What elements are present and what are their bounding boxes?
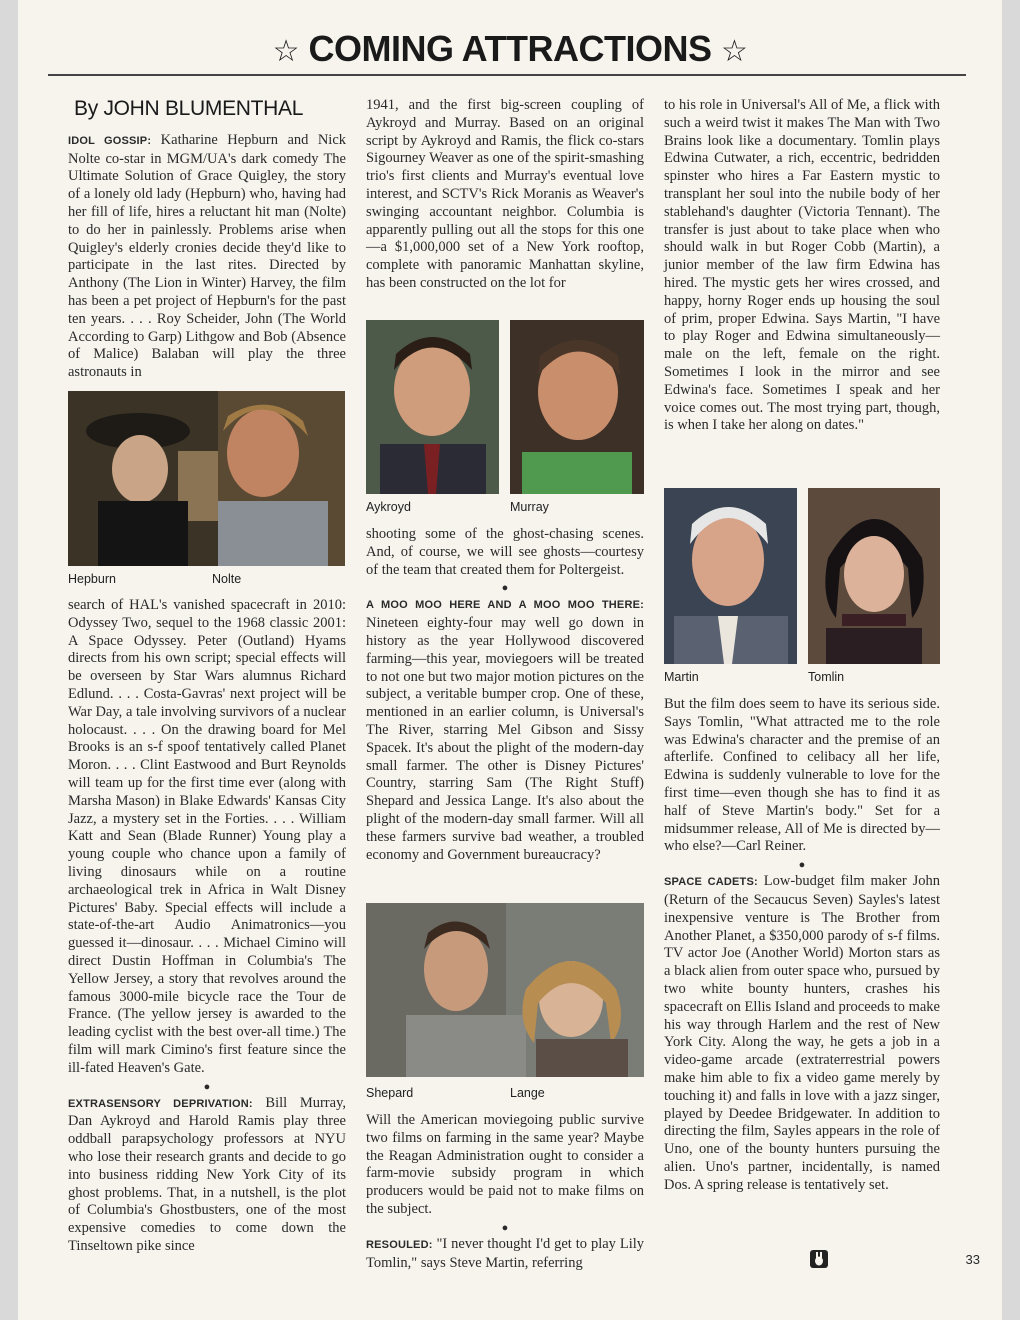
section-head: RESOULED: [366, 1238, 433, 1251]
farm-subsidy-paragraph: Will the American moviegoing public survive two films on farming in the same year? Maybe the Reagan Administration ought to consider a farm-movie subsidy program in which producers would be paid not to make films on the subject. [366, 1112, 644, 1217]
photo-murray [510, 320, 644, 494]
caption-nolte: Nolte [212, 572, 242, 586]
ghostbusters-continued: 1941, and the first big-screen coupling of Aykroyd and Murray. Based on an original script by Aykroyd and Ramis, the flick co-stars Sigourney Weaver as one of the spirit-smashing trio's first clients and Murray's eventual love interest, and SCTV's Rick Moranis as Weaver's swinging accountant neighbor. Columbia is apparently pulling out all the stops for this one—a $1,000,000 set of a New York rooftop, complete with panoramic Manhattan skyline, has been constructed on the lot for [366, 97, 644, 291]
paragraph-text: Nineteen eighty-four may well go down in history as the year Hollywood discovered farming—this year, moviegoers will be treated to not one but two major motion pictures on the subject, a veritable bumper crop. One of these, mentioned in an earlier column, is Universal's The River, starring Mel Gibson and Sissy Spacek. It's about the plight of the modern-day small farmer. The other is Disney Pictures' Country, starring Sam (The Right Stuff) Shepard and Jessica Lange. It's also about the plight of the modern-day small farmer. Will all these farmers survive bad weather, a troubled economy and Government bureaucracy? [366, 615, 644, 863]
column-2-middle [366, 526, 644, 864]
column-2-bottom [366, 1112, 644, 1272]
section-head: IDOL GOSSIP: [68, 134, 152, 147]
header-rule [48, 74, 966, 76]
section-head: EXTRASENSORY DEPRIVATION: [68, 1097, 253, 1110]
idol-gossip-paragraph [68, 132, 346, 382]
caption-tomlin: Tomlin [808, 670, 845, 684]
column-2-top [366, 97, 644, 293]
magazine-page [18, 0, 1002, 1320]
caption-murray: Murray [510, 500, 549, 514]
photo-shepard-lange [366, 903, 644, 1077]
ghostbusters-end: shooting some of the ghost-chasing scenes. And, of course, we will see ghosts—courtesy of the team that created them for Poltergeist. [366, 526, 644, 578]
tomlin-quote-paragraph: But the film does seem to have its serious side. Says Tomlin, "What attracted me to the role was Edwina's character and the premise of an afterlife. Confined to celibacy all her life, Edwina is suddenly vulnerable to love for the first time—even though she has to find it as half of Steve Martin's body." Set for a midsummer release, All of Me is directed by—who else?—Carl Reiner. [664, 696, 940, 855]
paragraph-text: "I never thought I'd get to play Lily Tomlin," says Steve Martin, referring [366, 1235, 644, 1271]
bullet-separator: ● [501, 1221, 509, 1234]
paragraph-text: Low-budget film maker John (Return of the Secaucus Seven) Sayles's latest inexpensive venture is The Brother from Another Planet, a $350,000 parody of s-f films. TV actor Joe (Another World) Morton stars as a black alien from outer space who, pursued by two white bounty hunters, crashes his spacecraft on Ellis Island and proceeds to make his way through Harlem and the rest of New York City. Along the way, he gets a job in a video-game arcade (extraterrestrial powers make him able to fix a video game merely by touching it) and falls in love with a jazz singer, played by Deedee Bridgewater. In addition to directing the film, Sayles appears in the role of Uno, one of the bounty hunters pursuing the alien. Uno's partner, incidentally, is named Dos. A spring release is tentatively set. [664, 873, 940, 1193]
star-icon: ☆ [721, 35, 748, 68]
all-of-me-paragraph: to his role in Universal's All of Me, a flick with such a weird twist it makes The Man with Two Brains look like a documentary. Tomlin plays Edwina Cutwater, a rich, eccentric, bedridden spinster who hires a Far Eastern mystic to transplant her soul into the nubile body of her stablehand's daughter (Victoria Tennant). The transfer is just about to take place when who should walk in but Roger Cobb (Martin), a junior member of the law firm Edwina has hired. The mystic gets her wires crossed, and happy, horny Roger ends up housing the soul of prim, proper Edwina. Says Martin, "I have to play Roger and Edwina simultaneously—male on the left, female on the right. Sometimes I look in the mirror and see Edwina's face. Sometimes I speak and her voice comes out. The most trying part, though, is when I take her along on dates." [664, 97, 940, 434]
bullet-separator: ● [203, 1080, 211, 1093]
page-number: 33 [965, 1252, 980, 1267]
caption-martin: Martin [664, 670, 699, 684]
section-head: SPACE CADETS: [664, 876, 758, 889]
paragraph-text: Katharine Hepburn and Nick Nolte co-star in MGM/UA's dark comedy The Ultimate Solution of Grace Quigley, the story of a lonely old lady (Hepburn) who, having had her fill of life, hires a reluctant hit man (Nolte) to do her in painlessly. Problems arise when Quigley's elderly cronies decide they'd like to participate in the last rites. Directed by Anthony (The Lion in Winter) Harvey, the film has been a pet project of Hepburn's for the past ten years. . . . Roy Scheider, John (The World According to Garp) Lithgow and Bob (Absence of Malice) Balaban will play the three astronauts in [68, 131, 347, 381]
section-head: A MOO MOO HERE AND A MOO MOO THERE: [366, 599, 644, 612]
column-1-top [68, 97, 347, 382]
byline: By JOHN BLUMENTHAL [74, 97, 304, 120]
bunny-logo-icon [810, 1250, 828, 1268]
idol-gossip-continued: search of HAL's vanished spacecraft in 2010: Odyssey Two, sequel to the 1968 classic 2001: A Space Odyssey. Peter (Outland) Hyams directs from his own script; special effects will be overseen by Star Wars alumnus Richard Edlund. . . . Costa-Gavras' next project will be War Day, a tale involving survivors of a nuclear holocaust. . . . On the drawing board for Mel Brooks is an s-f spoof tentatively called Planet Moron. . . . Clint Eastwood and Burt Reynolds will team up for the first time ever (along with Marsha Mason) in Blake Edwards' Kansas City Jazz, a mystery set in the Forties. . . . William Katt and Sean (Blade Runner) Young play a young couple who chance upon a family of living dinosaurs while on a routine archaeological trek in Africa in Walt Disney Pictures' Baby. Special effects will include a state-of-the-art Audio Animatronics—you guessed it—dinosaur. . . . Michael Cimino will direct Dustin Hoffman in Columbia's The Yellow Jersey, a story that revolves around the famous 3000-mile bicycle race the Tour de France. (The yellow jersey is awarded to the leading cyclist with the best over-all time.) The film will mark Cimino's first feature since the ill-fated Heaven's Gate. [68, 597, 346, 1076]
section-title: COMING ATTRACTIONS [308, 28, 712, 69]
caption-hepburn: Hepburn [68, 572, 116, 586]
column-1-bottom [68, 597, 346, 1256]
space-cadets-paragraph [664, 873, 940, 1194]
column-3-top [664, 97, 940, 435]
bullet-separator: ● [501, 582, 509, 595]
caption-lange: Lange [510, 1086, 545, 1100]
column-3-bottom [664, 696, 940, 1195]
bullet-separator: ● [798, 859, 806, 872]
masthead [18, 28, 1002, 70]
extrasensory-paragraph [68, 1095, 346, 1256]
photo-tomlin [808, 488, 940, 664]
star-icon: ☆ [272, 35, 299, 68]
photo-martin [664, 488, 797, 664]
photo-hepburn-nolte [68, 391, 345, 566]
resouled-paragraph [366, 1236, 644, 1273]
moo-moo-paragraph [366, 596, 644, 864]
photo-aykroyd [366, 320, 499, 494]
paragraph-text: Bill Murray, Dan Aykroyd and Harold Ramis play three oddball parapsychology professors at NYU who lose their research grants and decide to go into business ridding New York City of its ghost problems. That, in a nutshell, is the plot of Columbia's Ghostbusters, one of the most expensive comedies to come down the Tinseltown pike since [68, 1094, 346, 1254]
caption-shepard: Shepard [366, 1086, 414, 1100]
caption-aykroyd: Aykroyd [366, 500, 411, 514]
